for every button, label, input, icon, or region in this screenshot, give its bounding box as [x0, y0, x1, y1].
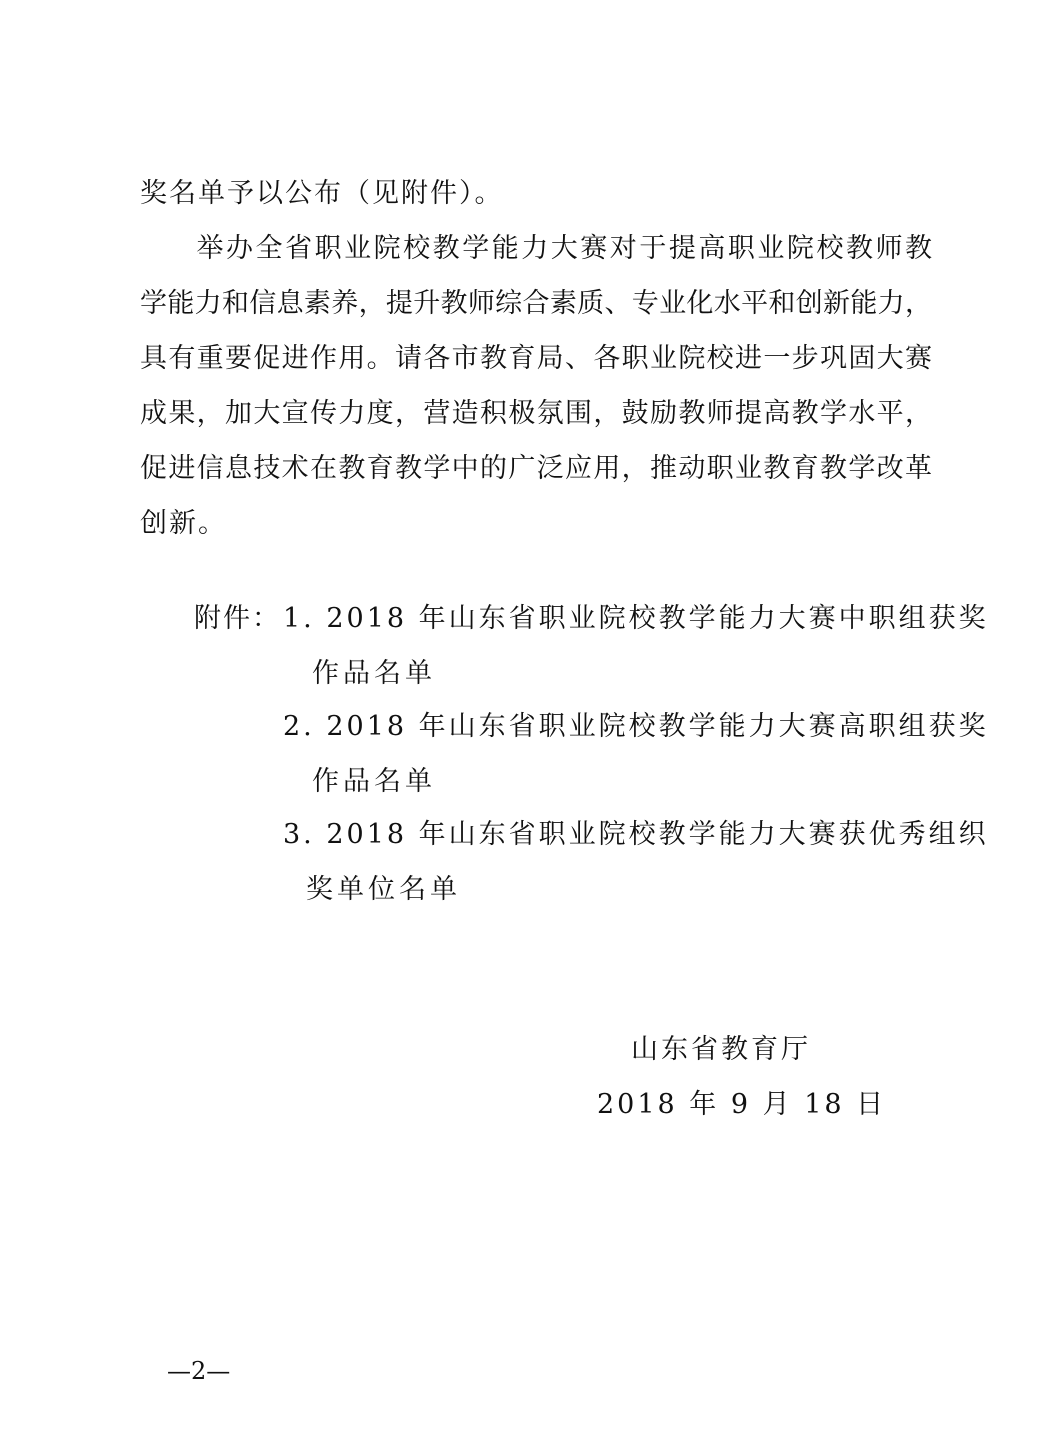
body-line-7: 创新。: [140, 508, 227, 539]
body-line-6: 促进信息技术在教育教学中的广泛应用，推动职业教育教学改革: [140, 453, 932, 484]
body-line-4: 具有重要促进作用。请各市教育局、各职业院校进一步巩固大赛: [140, 343, 932, 374]
attachment-item-1-line-2: 作品名单: [312, 658, 436, 689]
attachment-item-3-line-1: 3. 2018 年山东省职业院校教学能力大赛获优秀组织: [283, 819, 989, 850]
attachment-item-1-line-1: 1. 2018 年山东省职业院校教学能力大赛中职组获奖: [283, 603, 989, 634]
attachment-label: 附件：: [194, 603, 281, 634]
body-line-2-text: 举办全省职业院校教学能力大赛对于提高职业院校教师教: [194, 233, 932, 264]
attachment-item-2-line-2: 作品名单: [312, 766, 436, 797]
body-line-1: 奖名单予以公布（见附件）。: [140, 178, 504, 209]
attachment-item-2-line-1: 2. 2018 年山东省职业院校教学能力大赛高职组获奖: [283, 711, 989, 742]
body-line-3: 学能力和信息素养，提升教师综合素质、专业化水平和创新能力，: [140, 288, 932, 319]
signature-date: 2018 年 9 月 18 日: [597, 1089, 887, 1120]
body-line-2: [140, 229, 932, 269]
page-number: —2—: [167, 1357, 231, 1385]
body-line-5: 成果，加大宣传力度，营造积极氛围，鼓励教师提高教学水平，: [140, 398, 932, 429]
signature-organization: 山东省教育厅: [631, 1034, 811, 1065]
attachment-item-3-line-2: 奖单位名单: [306, 874, 461, 905]
